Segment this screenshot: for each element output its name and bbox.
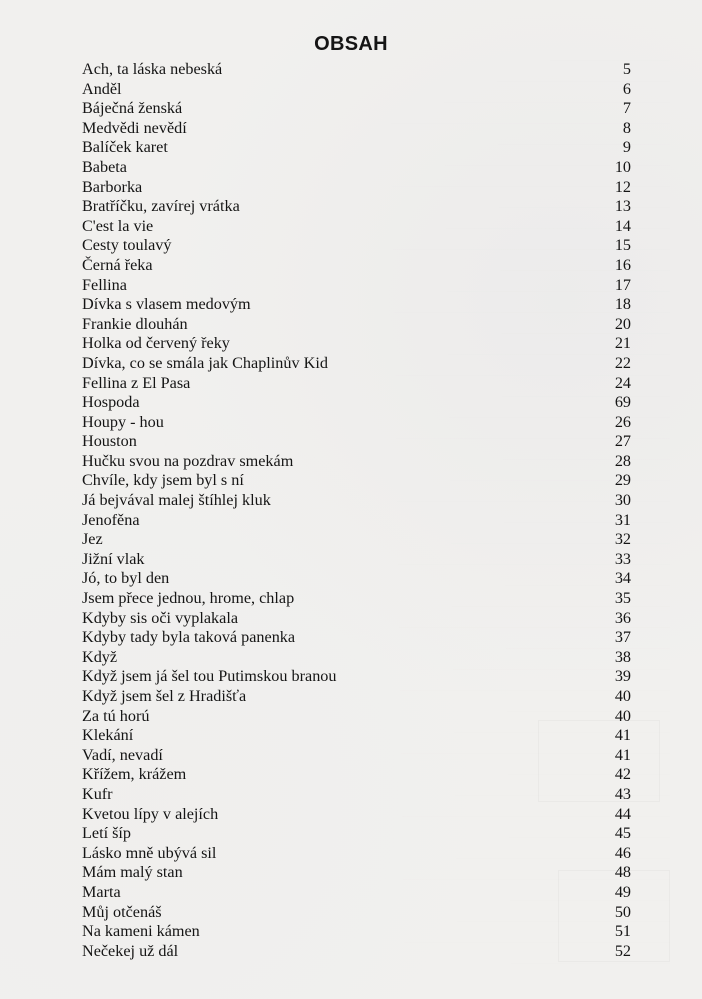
toc-entry-title: Jó, to byl den [82, 569, 170, 588]
toc-entry-title: Anděl [82, 79, 122, 98]
toc-entry [82, 648, 631, 668]
toc-entry-page-number: 33 [614, 549, 631, 568]
toc-entry [82, 197, 631, 217]
toc-entry-title: Černá řeka [82, 255, 153, 274]
toc-entry [82, 256, 631, 276]
toc-entry [82, 413, 631, 433]
toc-entry-page-number: 16 [614, 255, 631, 274]
toc-entry-page-number: 29 [614, 471, 631, 490]
toc-entry-title: Dívka, co se smála jak Chaplinův Kid [82, 353, 328, 372]
toc-entry-title: Kufr [82, 784, 113, 803]
toc-entry-title: Mám malý stan [82, 863, 183, 882]
toc-entry-title: Holka od červený řeky [82, 334, 230, 353]
toc-entry [82, 511, 631, 531]
toc-entry-title: Křížem, krážem [82, 765, 187, 784]
toc-entry-page-number: 51 [614, 922, 631, 941]
toc-entry-title: Cesty toulavý [82, 236, 172, 255]
toc-entry-page-number: 36 [614, 608, 631, 627]
toc-entry [82, 785, 631, 805]
toc-entry-page-number: 21 [614, 334, 631, 353]
toc-entry-title: Houston [82, 432, 137, 451]
toc-entry-title: Lásko mně ubývá sil [82, 843, 217, 862]
toc-entry [82, 922, 631, 942]
toc-entry-page-number: 24 [614, 373, 631, 392]
toc-entry-page-number: 12 [614, 177, 631, 196]
toc-entry-page-number: 27 [614, 432, 631, 451]
toc-entry [82, 276, 631, 296]
toc-entry-title: Letí šíp [82, 824, 132, 843]
toc-entry-title: Babeta [82, 157, 127, 176]
toc-entry-page-number: 20 [614, 314, 631, 333]
toc-entry-title: Houpy - hou [82, 412, 164, 431]
toc-entry-title: Hučku svou na pozdrav smekám [82, 451, 294, 470]
toc-entry [82, 315, 631, 335]
toc-entry-title: Chvíle, kdy jsem byl s ní [82, 471, 244, 490]
toc-entry-page-number: 44 [614, 804, 631, 823]
toc-entry-title: Marta [82, 882, 121, 901]
toc-entry [82, 942, 631, 962]
toc-entry [82, 295, 631, 315]
toc-entry [82, 667, 631, 687]
toc-entry [82, 158, 631, 178]
toc-entry-page-number: 49 [614, 882, 631, 901]
toc-entry-title: Já bejvával malej štíhlej kluk [82, 491, 271, 510]
toc-entry [82, 530, 631, 550]
toc-entry [82, 609, 631, 629]
toc-entry-title: Klekání [82, 726, 134, 745]
toc-entry-page-number: 32 [614, 530, 631, 549]
page-title: OBSAH [314, 33, 388, 55]
toc-entry [82, 432, 631, 452]
toc-entry [82, 236, 631, 256]
toc-entry [82, 334, 631, 354]
toc-entry-page-number: 42 [614, 765, 631, 784]
toc-entry [82, 99, 631, 119]
toc-entry [82, 863, 631, 883]
toc-entry [82, 903, 631, 923]
toc-entry-title: Báječná ženská [82, 99, 183, 118]
toc-entry [82, 550, 631, 570]
toc-entry-title: Jsem přece jednou, hrome, chlap [82, 589, 295, 608]
toc-entry-page-number: 50 [614, 902, 631, 921]
toc-entry-page-number: 30 [614, 491, 631, 510]
toc-entry [82, 883, 631, 903]
toc-entry [82, 687, 631, 707]
toc-entry [82, 393, 631, 413]
toc-entry-title: Balíček karet [82, 138, 168, 157]
toc-entry-title: Když jsem já šel tou Putimskou branou [82, 667, 337, 686]
toc-entry-page-number: 5 [622, 60, 631, 78]
toc-entry-page-number: 22 [614, 353, 631, 372]
toc-entry-title: Na kameni kámen [82, 922, 200, 941]
toc-entry [82, 354, 631, 374]
toc-entry-page-number: 40 [614, 687, 631, 705]
toc-entry-page-number: 34 [614, 569, 631, 588]
toc-entry-title: Můj otčenáš [82, 902, 162, 921]
toc-entry-page-number: 41 [614, 726, 631, 745]
table-of-contents [82, 60, 631, 961]
toc-entry-page-number: 8 [622, 118, 631, 137]
toc-entry [82, 765, 631, 785]
toc-entry-page-number: 15 [614, 236, 631, 255]
toc-entry [82, 805, 631, 825]
toc-entry-title: Jenofěna [82, 510, 140, 529]
toc-entry-page-number: 52 [614, 941, 631, 960]
toc-entry-title: Dívka s vlasem medovým [82, 295, 251, 314]
toc-entry [82, 374, 631, 394]
toc-entry-page-number: 6 [622, 79, 631, 98]
bleed-line [458, 964, 670, 970]
toc-entry-page-number: 37 [614, 628, 631, 647]
toc-entry-page-number: 18 [614, 295, 631, 314]
toc-entry-page-number: 45 [614, 824, 631, 843]
toc-entry [82, 178, 631, 198]
toc-entry [82, 589, 631, 609]
toc-entry-title: Jižní vlak [82, 549, 145, 568]
toc-entry-title: C'est la vie [82, 216, 154, 235]
toc-entry [82, 471, 631, 491]
toc-entry-page-number: 31 [614, 510, 631, 529]
toc-entry-page-number: 39 [614, 667, 631, 686]
toc-entry [82, 746, 631, 766]
toc-entry [82, 844, 631, 864]
toc-entry [82, 824, 631, 844]
toc-entry-title: Kdyby tady byla taková panenka [82, 628, 296, 647]
toc-entry-title: Medvědi nevědí [82, 118, 187, 137]
toc-entry [82, 138, 631, 158]
toc-entry-page-number: 9 [622, 138, 631, 157]
toc-entry [82, 80, 631, 100]
toc-entry-page-number: 69 [614, 393, 631, 412]
toc-entry [82, 217, 631, 237]
toc-entry-page-number: 48 [614, 863, 631, 882]
toc-entry-page-number: 46 [614, 843, 631, 862]
toc-entry-title: Za tú horú [82, 706, 150, 725]
toc-entry-page-number: 43 [614, 784, 631, 803]
toc-entry-page-number: 14 [614, 216, 631, 235]
toc-entry [82, 60, 631, 80]
toc-entry-title: Když [82, 647, 118, 666]
toc-entry [82, 452, 631, 472]
toc-entry [82, 628, 631, 648]
toc-entry-page-number: 41 [614, 745, 631, 764]
toc-entry-title: Kvetou lípy v alejích [82, 804, 219, 823]
toc-entry-page-number: 35 [614, 589, 631, 608]
toc-entry-title: Když jsem šel z Hradišťa [82, 687, 247, 705]
toc-entry [82, 569, 631, 589]
toc-entry-page-number: 7 [622, 99, 631, 118]
toc-entry-title: Ach, ta láska nebeská [82, 60, 223, 78]
toc-entry-page-number: 17 [614, 275, 631, 294]
toc-entry-title: Hospoda [82, 393, 140, 412]
toc-entry-title: Barborka [82, 177, 143, 196]
toc-entry [82, 707, 631, 727]
toc-entry-page-number: 26 [614, 412, 631, 431]
toc-entry-page-number: 40 [614, 706, 631, 725]
toc-entry-page-number: 38 [614, 647, 631, 666]
toc-entry-page-number: 10 [614, 157, 631, 176]
toc-entry-title: Vadí, nevadí [82, 745, 163, 764]
toc-entry-page-number: 28 [614, 451, 631, 470]
toc-entry-title: Fellina z El Pasa [82, 373, 191, 392]
toc-entry [82, 491, 631, 511]
toc-entry-title: Bratříčku, zavírej vrátka [82, 197, 240, 216]
toc-entry-title: Fellina [82, 275, 127, 294]
toc-entry-title: Nečekej už dál [82, 941, 179, 960]
toc-entry-page-number: 13 [614, 197, 631, 216]
toc-entry-title: Frankie dlouhán [82, 314, 188, 333]
toc-entry [82, 726, 631, 746]
toc-entry [82, 119, 631, 139]
toc-entry-title: Kdyby sis oči vyplakala [82, 608, 239, 627]
toc-entry-title: Jez [82, 530, 103, 549]
